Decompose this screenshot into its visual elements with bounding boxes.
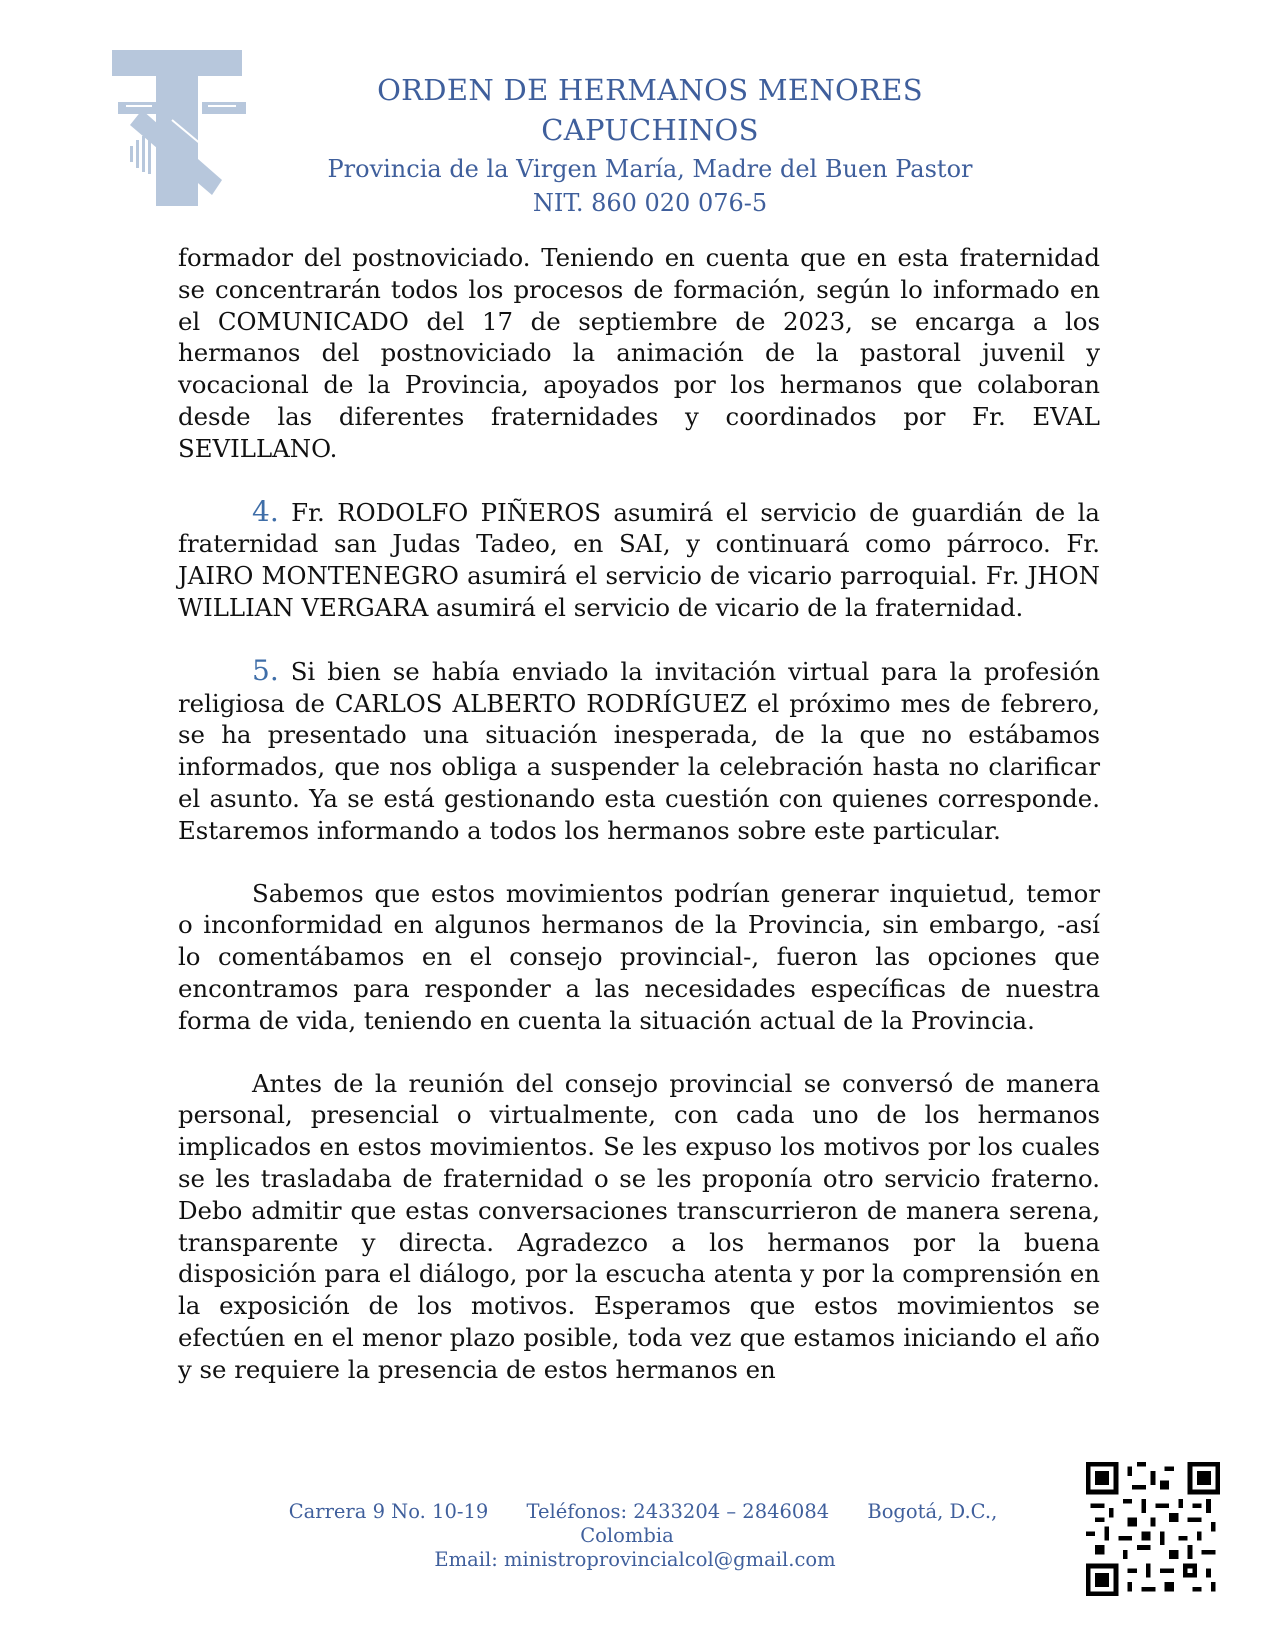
footer-line <box>230 1500 1040 1548</box>
item-5-text: Si bien se había enviado la invitación virtual para la profesión religiosa de CARLOS ALBERTO RODRÍGUEZ el próximo mes de febrero, se ha presentado una situación inesperada, de la que no estábamos informados, que nos obliga a suspender la celebración hasta no clarificar el asunto. Ya se está gestionando esta cuestión con quienes corresponde. Estaremos informando a todos los hermanos sobre este particular. <box>178 656 1100 845</box>
paragraph-sabemos: Sabemos que estos movimientos podrían generar inquietud, temor o inconformidad en algunos hermanos de la Provincia, sin embargo, -así lo comentábamos en el consejo provincial-, fueron las opciones que encontramos para responder a las necesidades específicas de nuestra forma de vida, teniendo en cuenta la situación actual de la Provincia. <box>178 878 1100 1035</box>
footer-phones: Teléfonos: 2433204 – 2846084 <box>526 1500 830 1523</box>
letterhead <box>290 70 1010 220</box>
order-logo <box>112 50 252 206</box>
province-name: Provincia de la Virgen María, Madre del Buen Pastor <box>327 155 973 183</box>
item-4-text: Fr. RODOLFO PIÑEROS asumirá el servicio de guardián de la fraternidad san Judas Tadeo, en SAI, y continuará como párroco. Fr. JAIRO MONTENEGRO asumirá el servicio de vicario parroquial. Fr. JHON WILLIAN VERGARA asumirá el servicio de vicario de la fraternidad. <box>178 497 1100 622</box>
paragraph-antes: Antes de la reunión del consejo provincial se conversó de manera personal, presencial o virtualmente, con cada uno de los hermanos implicados en estos movimientos. Se les expuso los motivos por los cuales se les trasladaba de fraternidad o se les proponía otro servicio fraterno. Debo admitir que estas conversaciones transcurrieron de manera serena, transparente y directa. Agradezco a los hermanos por la buena disposición para el diálogo, por la escucha atenta y por la comprensión en la exposición de los motivos. Esperamos que estos movimientos se efectúen en el menor plazo posible, toda vez que estamos iniciando el año y se requiere la presencia de estos hermanos en <box>178 1068 1100 1384</box>
footer-email: Email: ministroprovincialcol@gmail.com <box>434 1548 836 1571</box>
item-5-number: 5. <box>252 653 279 687</box>
footer-address: Carrera 9 No. 10-19 <box>288 1500 489 1523</box>
organization-name: ORDEN DE HERMANOS MENORES CAPUCHINOS <box>377 73 923 147</box>
footer-city: Bogotá, D.C., Colombia <box>580 1500 998 1547</box>
footer-contact <box>230 1500 1040 1572</box>
nit-number: NIT. 860 020 076-5 <box>532 189 768 217</box>
item-4-number: 4. <box>252 494 279 528</box>
paragraph-postnoviciado: formador del postnoviciado. Teniendo en cuenta que en esta fraternidad se concentrarán todos los procesos de formación, según lo informado en el COMUNICADO del 17 de septiembre de 2023, se encarga a los hermanos del postnoviciado la animación de la pastoral juvenil y vocacional de la Provincia, apoyados por los hermanos que colaboran desde las diferentes fraternidades y coordinados por Fr. EVAL SEVILLANO. <box>178 243 1100 463</box>
qr-code-icon <box>1086 1462 1220 1596</box>
letter-body <box>178 242 1100 1417</box>
item-5 <box>178 655 1100 847</box>
item-4 <box>178 496 1100 624</box>
